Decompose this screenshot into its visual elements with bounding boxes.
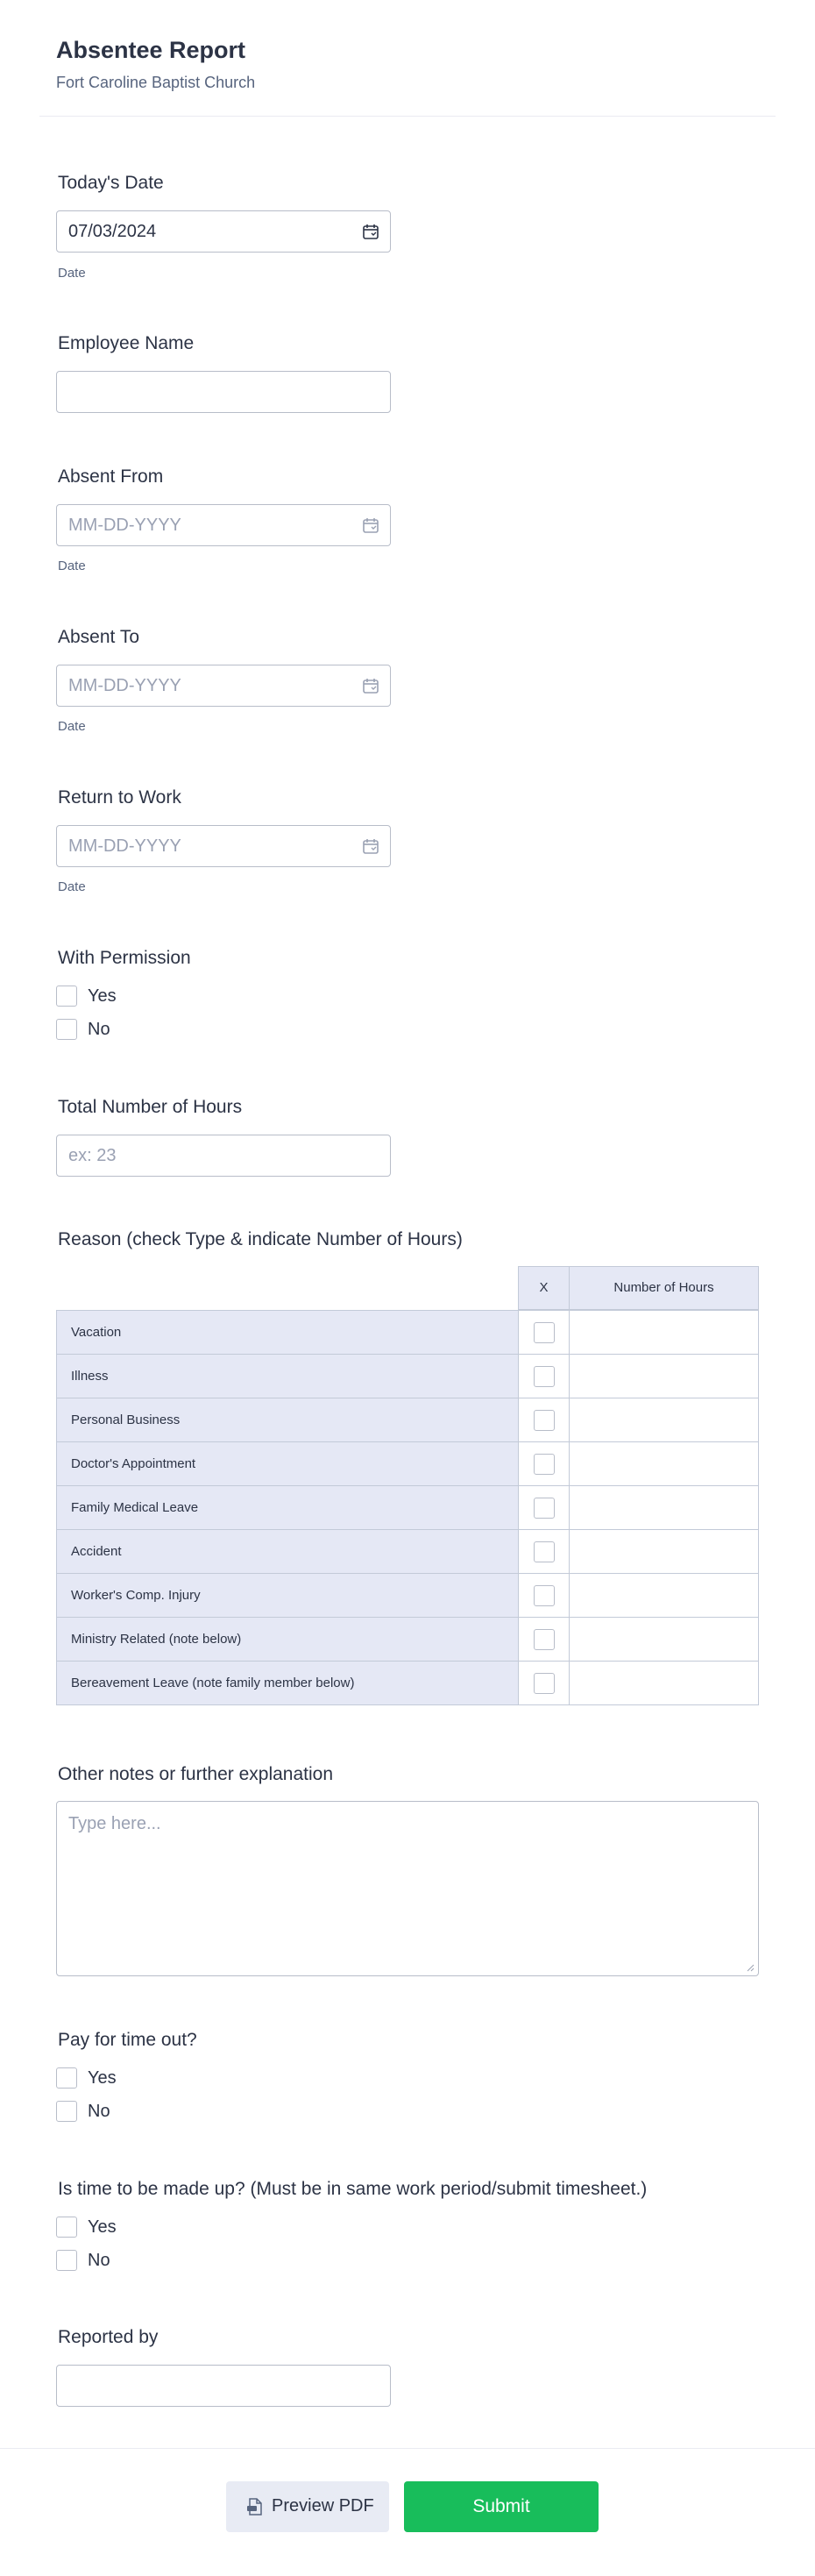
pay-time-out-yes-checkbox[interactable] [56, 2067, 77, 2089]
reason-row-label: Accident [56, 1529, 519, 1574]
with-permission-yes-label: Yes [88, 986, 117, 1006]
reason-hours-input[interactable] [569, 1398, 759, 1442]
time-made-up-yes-label: Yes [88, 2217, 117, 2237]
todays-date-sublabel: Date [58, 266, 86, 281]
calendar-icon[interactable] [362, 223, 379, 240]
form-title: Absentee Report [56, 37, 246, 63]
pay-time-out-label: Pay for time out? [58, 2030, 197, 2050]
reason-row-label: Vacation [56, 1310, 519, 1355]
table-row [56, 1354, 759, 1398]
absent-from-sublabel: Date [58, 559, 86, 573]
reason-checkbox[interactable] [534, 1410, 555, 1431]
calendar-icon[interactable] [362, 516, 379, 534]
reason-hours-input[interactable] [569, 1485, 759, 1530]
pay-time-out-yes-label: Yes [88, 2068, 117, 2088]
time-made-up-no-checkbox[interactable] [56, 2250, 77, 2271]
reason-checkbox[interactable] [534, 1454, 555, 1475]
todays-date-input[interactable] [56, 210, 391, 253]
reason-x-cell [518, 1354, 570, 1398]
form-header [0, 0, 815, 117]
footer-divider [0, 2448, 815, 2449]
reason-row-label: Bereavement Leave (note family member below) [56, 1661, 519, 1705]
form-subtitle: Fort Caroline Baptist Church [56, 74, 256, 91]
absent-from-label: Absent From [58, 466, 164, 487]
notes-label: Other notes or further explanation [58, 1764, 334, 1784]
submit-button[interactable] [404, 2481, 599, 2532]
total-hours-placeholder: ex: 23 [68, 1146, 117, 1165]
return-to-work-placeholder: MM-DD-YYYY [68, 836, 181, 856]
absent-from-placeholder: MM-DD-YYYY [68, 516, 181, 535]
reason-hours-input[interactable] [569, 1441, 759, 1486]
table-row [56, 1573, 759, 1618]
reason-hours-input[interactable] [569, 1529, 759, 1574]
table-row [56, 1661, 759, 1705]
reason-label: Reason (check Type & indicate Number of Hours) [58, 1229, 463, 1249]
preview-pdf-label: Preview PDF [272, 2496, 374, 2516]
employee-name-input[interactable] [56, 371, 391, 413]
reported-by-label: Reported by [58, 2327, 159, 2347]
reason-x-cell [518, 1398, 570, 1442]
reason-column-hours: Number of Hours [569, 1266, 759, 1310]
reason-checkbox[interactable] [534, 1585, 555, 1606]
reason-x-cell [518, 1617, 570, 1662]
reason-x-cell [518, 1529, 570, 1574]
return-to-work-label: Return to Work [58, 787, 181, 808]
reason-x-cell [518, 1573, 570, 1618]
reason-row-label: Personal Business [56, 1398, 519, 1442]
reason-x-cell [518, 1441, 570, 1486]
calendar-icon[interactable] [362, 677, 379, 694]
absent-to-sublabel: Date [58, 719, 86, 734]
reason-hours-input[interactable] [569, 1310, 759, 1355]
with-permission-no-checkbox[interactable] [56, 1019, 77, 1040]
total-hours-input[interactable] [56, 1135, 391, 1177]
todays-date-label: Today's Date [58, 173, 164, 193]
reason-x-cell [518, 1485, 570, 1530]
reason-row-label: Ministry Related (note below) [56, 1617, 519, 1662]
with-permission-yes-checkbox[interactable] [56, 986, 77, 1007]
employee-name-label: Employee Name [58, 333, 195, 353]
time-made-up-label: Is time to be made up? (Must be in same work period/submit timesheet.) [58, 2179, 648, 2199]
table-row [56, 1310, 759, 1355]
reason-checkbox[interactable] [534, 1366, 555, 1387]
absent-to-placeholder: MM-DD-YYYY [68, 676, 181, 695]
reason-x-cell [518, 1310, 570, 1355]
table-row [56, 1485, 759, 1530]
table-row [56, 1529, 759, 1574]
return-to-work-sublabel: Date [58, 879, 86, 894]
with-permission-label: With Permission [58, 948, 191, 968]
absent-to-label: Absent To [58, 627, 140, 647]
reason-row-label: Doctor's Appointment [56, 1441, 519, 1486]
reported-by-input[interactable] [56, 2365, 391, 2407]
reason-checkbox[interactable] [534, 1322, 555, 1343]
reason-checkbox[interactable] [534, 1498, 555, 1519]
table-row [56, 1617, 759, 1662]
header-divider [39, 116, 776, 117]
reason-checkbox[interactable] [534, 1629, 555, 1650]
preview-pdf-button[interactable] [226, 2481, 389, 2532]
return-to-work-input[interactable] [56, 825, 391, 867]
reason-row-label: Illness [56, 1354, 519, 1398]
time-made-up-yes-checkbox[interactable] [56, 2217, 77, 2238]
resize-grip-icon[interactable] [746, 1963, 755, 1972]
time-made-up-no-label: No [88, 2251, 110, 2270]
reason-row-label: Family Medical Leave [56, 1485, 519, 1530]
absent-to-input[interactable] [56, 665, 391, 707]
reason-hours-input[interactable] [569, 1573, 759, 1618]
reason-x-cell [518, 1661, 570, 1705]
calendar-icon[interactable] [362, 837, 379, 855]
todays-date-value: 07/03/2024 [68, 222, 157, 241]
reason-hours-input[interactable] [569, 1661, 759, 1705]
notes-textarea[interactable] [56, 1801, 759, 1976]
pay-time-out-no-checkbox[interactable] [56, 2101, 77, 2122]
reason-hours-input[interactable] [569, 1617, 759, 1662]
reason-row-label: Worker's Comp. Injury [56, 1573, 519, 1618]
absent-from-input[interactable] [56, 504, 391, 546]
table-row [56, 1398, 759, 1442]
with-permission-no-label: No [88, 1020, 110, 1039]
reason-column-x: X [518, 1266, 570, 1310]
submit-label: Submit [472, 2496, 530, 2516]
reason-hours-input[interactable] [569, 1354, 759, 1398]
pay-time-out-no-label: No [88, 2102, 110, 2121]
notes-placeholder: Type here... [68, 1814, 161, 1833]
reason-checkbox[interactable] [534, 1541, 555, 1562]
pdf-document-icon [245, 2497, 265, 2516]
table-row [56, 1441, 759, 1486]
total-hours-label: Total Number of Hours [58, 1097, 243, 1117]
reason-checkbox[interactable] [534, 1673, 555, 1694]
